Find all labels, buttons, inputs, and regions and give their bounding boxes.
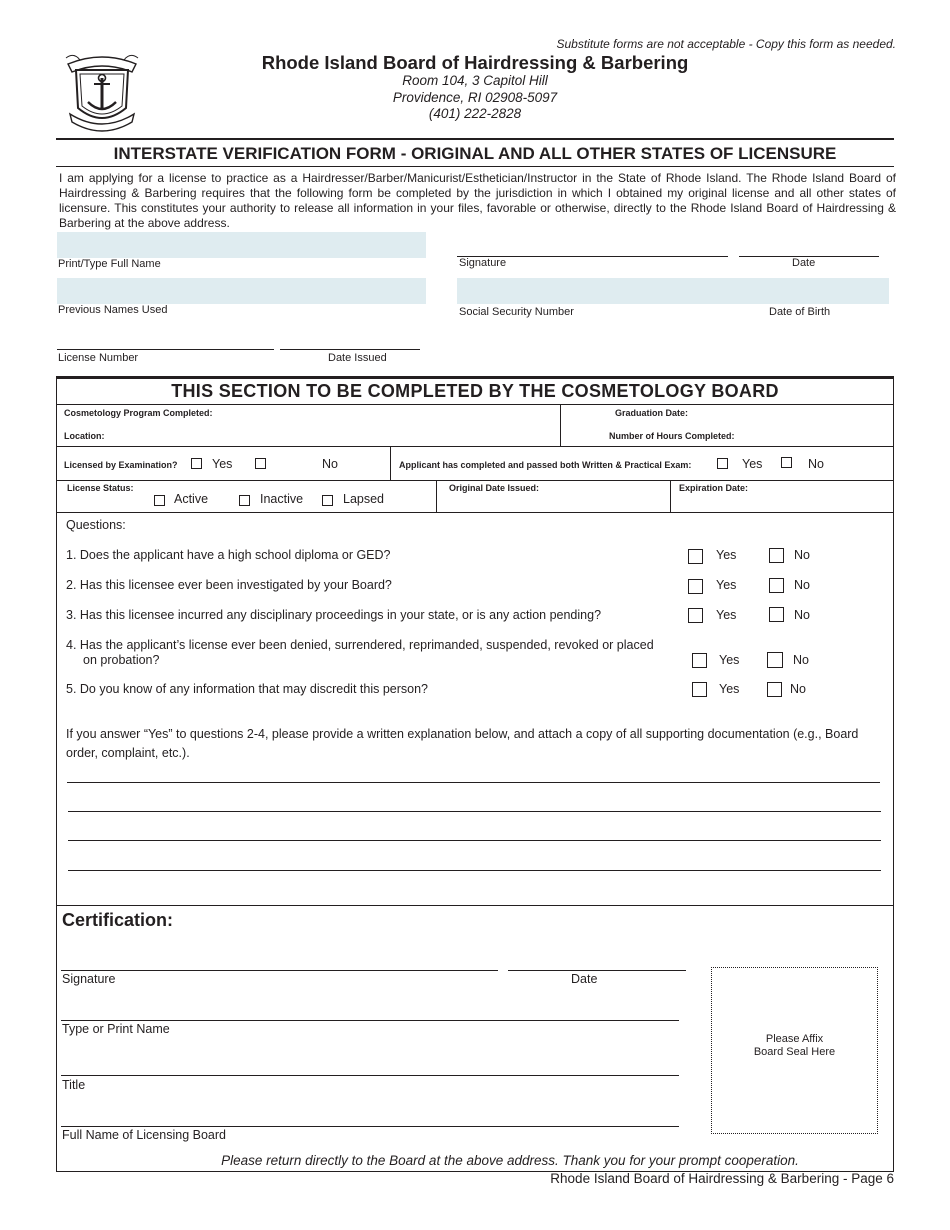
col-divider: [670, 480, 671, 512]
ssn-label: Social Security Number: [459, 306, 574, 318]
license-status-label: License Status:: [67, 483, 134, 493]
status-lapsed-checkbox[interactable]: [322, 495, 333, 506]
row-divider: [56, 404, 894, 405]
cert-board-label: Full Name of Licensing Board: [62, 1128, 226, 1142]
phone-number: (401) 222-2828: [428, 106, 522, 121]
row-divider: [56, 512, 894, 513]
signature-label: Signature: [459, 257, 507, 269]
cert-date-line[interactable]: [508, 970, 686, 971]
status-inactive-checkbox[interactable]: [239, 495, 250, 506]
cert-name-label: Type or Print Name: [62, 1022, 170, 1036]
explanation-instructions: If you answer “Yes” to questions 2-4, please provide a written explanation below, and attach a copy of all supporting documentation (e.g., Board order, complaint, etc.).: [66, 727, 859, 760]
cert-signature-label: Signature: [62, 972, 116, 986]
q1-yes-label: Yes: [716, 548, 737, 562]
return-note: Please return directly to the Board at the above address. Thank you for your prompt cooperation.: [221, 1153, 799, 1168]
q1-no-label: No: [794, 548, 810, 562]
seal-box-text-1: Please Affix: [765, 1033, 824, 1045]
status-inactive-label: Inactive: [260, 492, 304, 506]
question-4-continued: on probation?: [83, 653, 160, 667]
original-date-label: Original Date Issued:: [449, 483, 540, 493]
q2-yes-checkbox[interactable]: [688, 579, 703, 594]
questions-heading: Questions:: [66, 518, 126, 532]
license-number-line[interactable]: [57, 349, 274, 350]
col-divider: [436, 480, 437, 512]
passed-yes-label: Yes: [742, 457, 763, 471]
exam-passed-label: Applicant has completed and passed both Written & Practical Exam:: [399, 460, 692, 470]
form-title: INTERSTATE VERIFICATION FORM - ORIGINAL AND ALL OTHER STATES OF LICENSURE: [113, 144, 837, 163]
q5-no-checkbox[interactable]: [767, 682, 782, 697]
ssn-dob-field[interactable]: [457, 278, 889, 304]
licensed-exam-label: Licensed by Examination?: [64, 460, 178, 470]
question-4: 4. Has the applicant’s license ever been denied, surrendered, reprimanded, suspended, revoked or placed: [66, 638, 654, 652]
board-section-title: THIS SECTION TO BE COMPLETED BY THE COSMETOLOGY BOARD: [171, 381, 779, 401]
passed-no-checkbox[interactable]: [781, 457, 792, 468]
date-issued-label: Date Issued: [328, 352, 387, 364]
q5-yes-label: Yes: [719, 682, 740, 696]
expiration-date-label: Expiration Date:: [679, 483, 749, 493]
section-divider: [56, 905, 894, 906]
q4-no-label: No: [793, 653, 809, 667]
cert-title-label: Title: [62, 1078, 86, 1092]
intro-paragraph: I am applying for a license to practice as a Hairdresser/Barber/Manicurist/Esthetician/Instructor in the State of Rhode Island. The Rhode Island Board of Hairdressing & Barbering requires that the following form be completed by the jurisdiction in which I obtained my original license and all other states of licensure. This constitutes your authority to release all information in your files, favorable or otherwise, directly to the Rhode Island Board of Hairdressing & Barbering at the above address.: [59, 171, 896, 230]
q2-no-checkbox[interactable]: [769, 578, 784, 593]
previous-names-label: Previous Names Used: [58, 304, 168, 316]
title-divider: [56, 166, 894, 167]
q3-yes-label: Yes: [716, 608, 737, 622]
col-divider: [560, 404, 561, 446]
q4-yes-label: Yes: [719, 653, 740, 667]
exam-yes-label: Yes: [212, 457, 233, 471]
explanation-line[interactable]: [68, 870, 881, 871]
status-lapsed-label: Lapsed: [343, 492, 385, 506]
license-number-label: License Number: [58, 352, 139, 364]
header-divider: [56, 138, 894, 140]
row-divider: [56, 446, 894, 447]
exam-no-label: No: [322, 457, 338, 471]
explanation-line[interactable]: [67, 782, 880, 783]
q4-yes-checkbox[interactable]: [692, 653, 707, 668]
status-active-checkbox[interactable]: [154, 495, 165, 506]
explanation-line[interactable]: [68, 840, 881, 841]
exam-yes-checkbox[interactable]: [191, 458, 202, 469]
hours-label: Number of Hours Completed:: [609, 431, 735, 441]
question-3: 3. Has this licensee incurred any disciplinary proceedings in your state, or is any action pending?: [66, 608, 602, 622]
address-line-1: Room 104, 3 Capitol Hill: [402, 73, 548, 88]
q1-yes-checkbox[interactable]: [688, 549, 703, 564]
passed-yes-checkbox[interactable]: [717, 458, 728, 469]
certification-heading: Certification:: [62, 910, 174, 930]
address-line-2: Providence, RI 02908-5097: [392, 90, 558, 105]
exam-no-checkbox[interactable]: [255, 458, 266, 469]
full-name-label: Print/Type Full Name: [58, 258, 161, 270]
explanation-line[interactable]: [68, 811, 881, 812]
cert-board-line[interactable]: [61, 1126, 679, 1127]
page-footer: Rhode Island Board of Hairdressing & Barbering - Page 6: [550, 1171, 894, 1186]
question-2: 2. Has this licensee ever been investigated by your Board?: [66, 578, 392, 592]
signature-date-label: Date: [792, 257, 816, 269]
seal-box-text-2: Board Seal Here: [753, 1046, 836, 1058]
graduation-label: Graduation Date:: [615, 408, 689, 418]
org-name: Rhode Island Board of Hairdressing & Barbering: [261, 52, 689, 73]
passed-no-label: No: [808, 457, 824, 471]
q5-yes-checkbox[interactable]: [692, 682, 707, 697]
dob-label: Date of Birth: [769, 306, 831, 318]
q4-no-checkbox[interactable]: [767, 652, 783, 668]
program-label: Cosmetology Program Completed:: [64, 408, 213, 418]
question-5: 5. Do you know of any information that may discredit this person?: [66, 682, 428, 696]
q2-no-label: No: [794, 578, 810, 592]
q3-no-checkbox[interactable]: [769, 607, 784, 622]
row-divider: [56, 480, 894, 481]
status-active-label: Active: [174, 492, 209, 506]
copy-note: Substitute forms are not acceptable - Copy this form as needed.: [556, 37, 896, 51]
q5-no-label: No: [790, 682, 806, 696]
date-issued-line[interactable]: [280, 349, 420, 350]
q2-yes-label: Yes: [716, 578, 737, 592]
question-1: 1. Does the applicant have a high school diploma or GED?: [66, 548, 391, 562]
cert-name-line[interactable]: [61, 1020, 679, 1021]
q3-yes-checkbox[interactable]: [688, 608, 703, 623]
q3-no-label: No: [794, 608, 810, 622]
previous-names-field[interactable]: [57, 278, 426, 304]
full-name-field[interactable]: [57, 232, 426, 258]
cert-date-label: Date: [571, 972, 598, 986]
cert-title-line[interactable]: [61, 1075, 679, 1076]
q1-no-checkbox[interactable]: [769, 548, 784, 563]
col-divider: [390, 446, 391, 480]
cert-signature-line[interactable]: [61, 970, 498, 971]
location-label: Location:: [64, 431, 105, 441]
